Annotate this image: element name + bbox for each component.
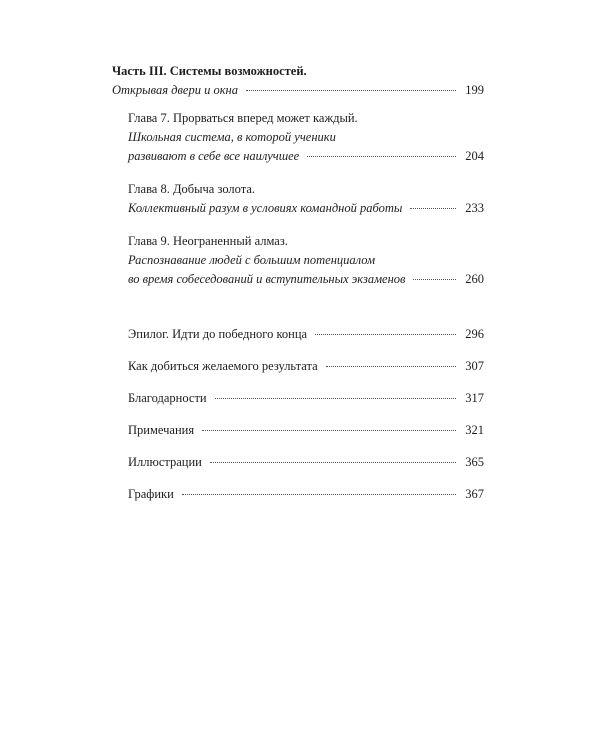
chapter-title: Глава 9. Неограненный алмаз. [128, 234, 288, 248]
back-matter-entry-illustrations[interactable] [128, 453, 484, 472]
entry-title: Как добиться желаемого результата [128, 359, 318, 373]
back-matter-entry-acknowledgements[interactable] [128, 389, 484, 408]
chapter-title: Глава 7. Прорваться вперед может каждый. [128, 111, 358, 125]
chapter-subtitle-entry [128, 199, 484, 218]
chapter-list [112, 109, 484, 289]
dot-leader [413, 279, 456, 280]
page-number: 367 [465, 487, 484, 501]
dot-leader [315, 334, 456, 335]
dot-leader [210, 462, 456, 463]
part-subtitle: Открывая двери и окна [112, 83, 238, 97]
dot-leader [410, 208, 456, 209]
dot-leader [202, 430, 456, 431]
chapter-subtitle-line: Школьная система, в которой ученики [128, 130, 336, 144]
chapter-entry-8[interactable] [128, 180, 484, 218]
entry-title: Примечания [128, 423, 195, 437]
chapter-subtitle-line: развивают в себе все наилучшее [128, 149, 300, 163]
back-matter-entry-notes[interactable] [128, 421, 484, 440]
page-number: 317 [465, 391, 484, 405]
page-number: 260 [465, 272, 484, 286]
chapter-subtitle-line: Распознавание людей с большим потенциалом [128, 253, 376, 267]
entry-title: Благодарности [128, 391, 207, 405]
chapter-subtitle-entry [128, 147, 484, 166]
page-number: 365 [465, 455, 484, 469]
page-number: 199 [465, 83, 484, 97]
chapter-subtitle-line: во время собеседований и вступительных экзаменов [128, 272, 406, 286]
entry-title: Иллюстрации [128, 455, 202, 469]
part-subtitle-entry[interactable] [112, 81, 484, 100]
dot-leader [182, 494, 456, 495]
page-number: 307 [465, 359, 484, 373]
table-of-contents [112, 62, 484, 517]
chapter-entry-7[interactable] [128, 109, 484, 166]
page-number: 204 [465, 149, 484, 163]
chapter-title: Глава 8. Добыча золота. [128, 182, 256, 196]
entry-title: Эпилог. Идти до победного конца [128, 327, 308, 341]
chapter-subtitle-entry [128, 270, 484, 289]
page-number: 233 [465, 201, 484, 215]
back-matter-entry-epilogue[interactable] [128, 325, 484, 344]
chapter-entry-9[interactable] [128, 232, 484, 289]
page-number: 321 [465, 423, 484, 437]
back-matter-list [112, 325, 484, 504]
dot-leader [215, 398, 456, 399]
back-matter-entry-results[interactable] [128, 357, 484, 376]
dot-leader [307, 156, 456, 157]
entry-title: Графики [128, 487, 174, 501]
dot-leader [326, 366, 456, 367]
dot-leader [246, 90, 456, 91]
page-number: 296 [465, 327, 484, 341]
part-title: Часть III. Системы возможностей. [112, 64, 307, 78]
back-matter-entry-graphs[interactable] [128, 485, 484, 504]
chapter-subtitle-line: Коллективный разум в условиях командной работы [128, 201, 403, 215]
